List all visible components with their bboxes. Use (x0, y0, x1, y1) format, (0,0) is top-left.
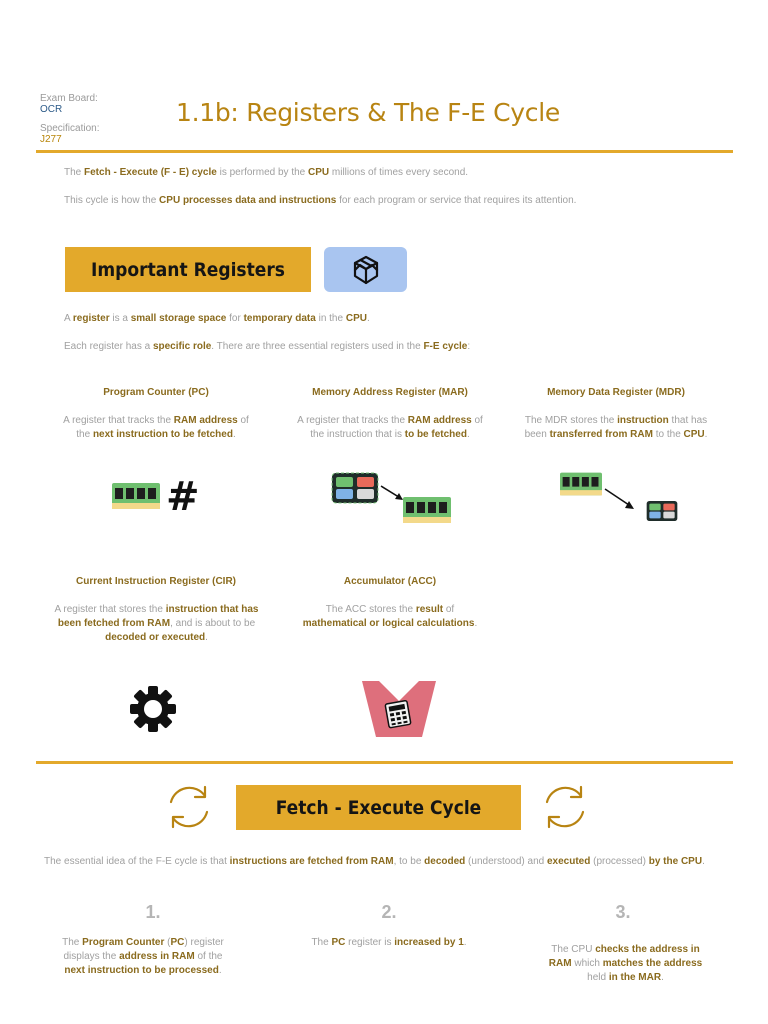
ram-icon (403, 497, 451, 523)
step-1-description: The Program Counter (PC) register displays the address in RAM of the next instruction to be processed. (62, 937, 224, 976)
cycle-arrows-icon (538, 780, 592, 834)
ram-icon (560, 472, 602, 496)
acc-description: The ACC stores the result of mathematical or logical calculations. (302, 604, 478, 629)
acc-title: Accumulator (ACC) (343, 576, 437, 587)
step-1-number: 1. (145, 902, 161, 922)
cpu-icon (331, 472, 379, 504)
gear-icon (128, 684, 178, 734)
register-definition: A register is a small storage space for temporary data in the CPU. (64, 313, 370, 324)
important-registers-banner: Important Registers (65, 247, 311, 292)
box-icon-badge (324, 247, 407, 292)
step-2-description: The PC register is increased by 1. (311, 937, 467, 948)
intro-paragraph-1: The Fetch - Execute (F - E) cycle is performed by the CPU millions of times every second. (64, 167, 469, 178)
cycle-arrows-icon (162, 780, 216, 834)
register-roles-paragraph: Each register has a specific role. There are three essential registers used in the F-E cycle: (64, 341, 471, 352)
cir-description: A register that stores the instruction that has been fetched from RAM, and is about to be decoded or executed. (54, 604, 259, 643)
mdr-description: The MDR stores the instruction that has been transferred from RAM to the CPU. (524, 415, 708, 440)
box-icon (349, 253, 383, 287)
mar-description: A register that tracks the RAM address of the instruction that is to be fetched. (297, 415, 483, 440)
header-divider (36, 150, 733, 153)
pc-description: A register that tracks the RAM address of the next instruction to be fetched. (63, 415, 249, 440)
step-3-number: 3. (615, 902, 631, 922)
exam-board-value: OCR (40, 104, 63, 115)
mdr-title: Memory Data Register (MDR) (547, 387, 685, 398)
hash-icon: # (166, 474, 200, 520)
step-3-description: The CPU checks the address in RAM which matches the address held in the MAR. (548, 944, 703, 983)
arrow-icon (604, 487, 636, 511)
pc-title: Program Counter (PC) (103, 387, 209, 398)
spec-label: Specification: (40, 123, 100, 134)
fe-cycle-idea: The essential idea of the F-E cycle is that instructions are fetched from RAM, to be decoded (understood) and executed (processed) by the CPU. (44, 856, 705, 867)
cpu-icon (646, 499, 678, 523)
section-divider (36, 761, 733, 764)
step-2-number: 2. (381, 902, 397, 922)
accumulator-icon (362, 681, 436, 737)
intro-paragraph-2: This cycle is how the CPU processes data and instructions for each program or service that requires its attention. (64, 195, 577, 206)
ram-icon (112, 483, 160, 509)
spec-value: J277 (40, 134, 62, 145)
exam-info (40, 93, 99, 145)
mar-title: Memory Address Register (MAR) (312, 387, 468, 398)
fetch-execute-banner: Fetch - Execute Cycle (236, 785, 521, 830)
cir-title: Current Instruction Register (CIR) (75, 576, 236, 587)
page-title: 1.1b: Registers & The F-E Cycle (176, 98, 560, 127)
exam-board-label: Exam Board: (40, 93, 98, 104)
